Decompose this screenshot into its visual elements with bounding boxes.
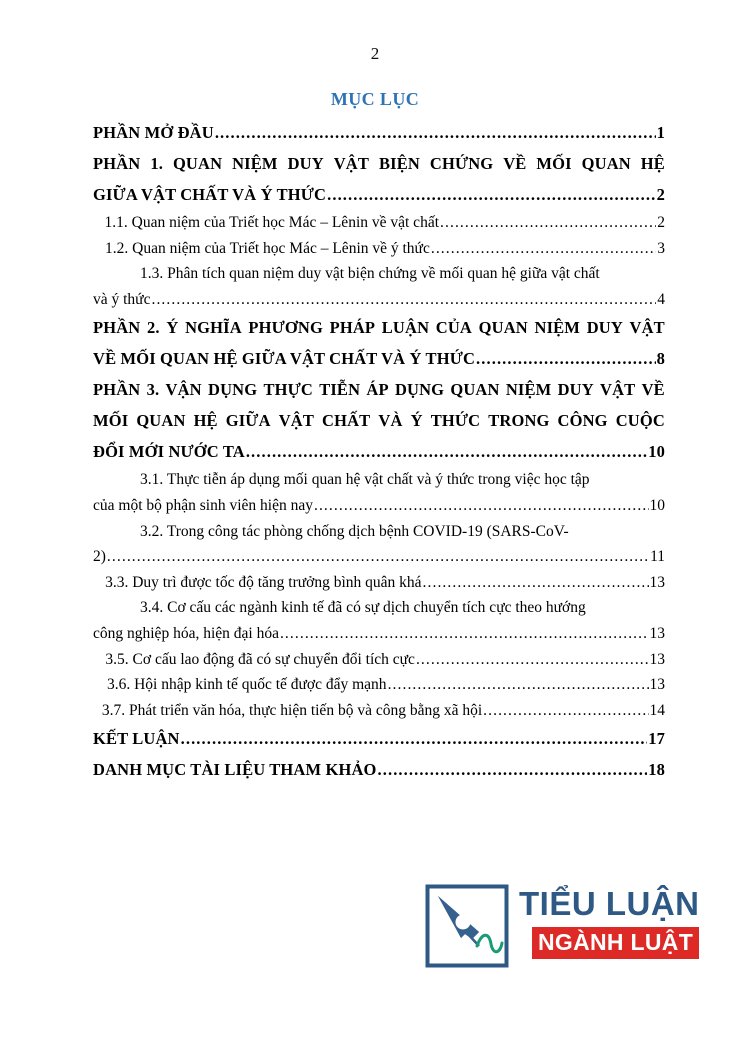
toc-entry-line (93, 723, 665, 754)
toc-entry-line (93, 210, 665, 236)
toc-entry[interactable] (93, 374, 665, 467)
toc-entry[interactable] (93, 210, 665, 236)
toc-page-number: 1 (656, 123, 665, 142)
toc-entry-label: 3.3. Duy trì được tốc độ tăng trưởng bình quân khá (105, 573, 422, 591)
toc-entry-label: 1.2. Quan niệm của Triết học Mác – Lênin về ý thức (105, 239, 430, 257)
justified-line: PHẦN 3. VẬN DỤNG THỰC TIỄN ÁP DỤNG QUAN NIỆM DUY VẬT VỀ (93, 380, 665, 400)
dot-leader (415, 647, 649, 673)
toc-entry-label: và ý thức (93, 290, 151, 308)
justified-line: PHẦN 1. QUAN NIỆM DUY VẬT BIỆN CHỨNG VỀ MỐI QUAN HỆ (93, 154, 665, 173)
toc-entry-label: 3.5. Cơ cấu lao động đã có sự chuyển đổi tích cực (105, 650, 415, 668)
toc-entry-label: 3.6. Hội nhập kinh tế quốc tế được đẩy mạnh (106, 676, 387, 694)
toc-entry[interactable] (93, 519, 665, 570)
dot-leader (482, 698, 648, 724)
toc-entry-line (93, 519, 665, 545)
toc-entry[interactable] (93, 117, 665, 148)
toc-entry[interactable] (93, 723, 665, 754)
toc-entry-line (93, 621, 665, 647)
toc-entry-line (93, 343, 665, 374)
page-number: 2 (370, 44, 380, 63)
toc-entry-label: ĐỔI MỚI NƯỚC TA (93, 442, 245, 462)
toc-page-number: 14 (649, 701, 665, 719)
logo-main-text: TIỂU LUẬN (519, 885, 700, 922)
dot-leader (422, 570, 649, 596)
toc-entry[interactable] (93, 467, 665, 518)
logo-wordmark (519, 885, 700, 959)
dot-leader (313, 493, 649, 519)
toc-entry[interactable] (93, 570, 665, 596)
dot-leader (439, 210, 656, 236)
toc-entry[interactable] (93, 236, 665, 262)
toc-entry-label: 2) (93, 548, 106, 566)
dot-leader (245, 436, 647, 467)
toc-entry-line (93, 405, 665, 436)
toc-page-number: 18 (648, 760, 665, 780)
toc-page-number: 13 (649, 650, 665, 668)
toc-page-number: 2 (657, 214, 665, 231)
toc-entry-label: DANH MỤC TÀI LIỆU THAM KHẢO (93, 760, 377, 780)
dot-leader (387, 672, 649, 698)
toc-page-number: 11 (650, 548, 665, 566)
toc-page-number: 13 (649, 624, 665, 642)
toc-entry-line (93, 493, 665, 519)
toc-entry-label: 3.7. Phát triển văn hóa, thực hiện tiến bộ và công bằng xã hội (101, 701, 483, 719)
toc-page-number: 4 (657, 290, 665, 308)
toc-entry-line (93, 261, 665, 287)
toc-entry-line (93, 179, 665, 210)
toc-entry-line (93, 436, 665, 467)
toc-entry-line (93, 672, 665, 698)
toc-entry-label: PHẦN MỞ ĐẦU (93, 123, 214, 142)
dot-leader (475, 343, 656, 374)
brand-logo (425, 884, 700, 980)
toc-page-number: 2 (656, 185, 665, 204)
toc-entry[interactable] (93, 698, 665, 724)
dot-leader (180, 723, 648, 754)
toc-entry-line (93, 374, 665, 405)
toc-page-number: 3 (657, 239, 665, 257)
toc-entry-label: 3.4. Cơ cấu các ngành kinh tế đã có sự dịch chuyển tích cực theo hướng (140, 599, 586, 617)
toc-page-number: 10 (648, 442, 665, 462)
dot-leader (214, 117, 656, 148)
toc-entry-line (93, 595, 665, 621)
toc-page-number: 10 (649, 496, 665, 514)
toc-entry-line (93, 647, 665, 673)
toc-page-number: 13 (649, 573, 665, 591)
toc-entry-line (93, 287, 665, 313)
toc-entry[interactable] (93, 312, 665, 374)
toc-entry-line (93, 544, 665, 570)
toc-heading: MỤC LỤC (330, 89, 420, 109)
toc-entry-line (93, 754, 665, 785)
toc-entry-label: 3.2. Trong công tác phòng chống dịch bệnh COVID-19 (SARS-CoV- (140, 522, 569, 540)
table-of-contents (93, 117, 665, 785)
toc-entry-line (93, 236, 665, 262)
toc-entry-label: 1.1. Quan niệm của Triết học Mác – Lênin về vật chất (104, 214, 440, 231)
toc-page-number: 8 (656, 349, 665, 369)
dot-leader (150, 287, 656, 313)
dot-leader (430, 236, 656, 262)
toc-entry[interactable] (93, 754, 665, 785)
toc-page-number: 17 (648, 729, 665, 749)
dot-leader (377, 754, 648, 785)
toc-entry[interactable] (93, 261, 665, 312)
justified-line: MỐI QUAN HỆ GIỮA VẬT CHẤT VÀ Ý THỨC TRONG CÔNG CUỘC (93, 411, 665, 431)
toc-entry-label: GIỮA VẬT CHẤT VÀ Ý THỨC (93, 185, 327, 204)
toc-entry-label: công nghiệp hóa, hiện đại hóa (93, 624, 279, 642)
justified-line: PHẦN 2. Ý NGHĨA PHƯƠNG PHÁP LUẬN CỦA QUAN NIỆM DUY VẬT (93, 318, 665, 338)
toc-entry-line (93, 467, 665, 493)
toc-entry[interactable] (93, 647, 665, 673)
toc-entry[interactable] (93, 148, 665, 210)
toc-entry[interactable] (93, 672, 665, 698)
toc-entry-label: 1.3. Phân tích quan niệm duy vật biện chứng về mối quan hệ giữa vật chất (140, 265, 600, 283)
dot-leader (106, 544, 649, 570)
toc-entry-line (93, 117, 665, 148)
toc-entry-line (93, 570, 665, 596)
toc-page-number: 13 (649, 676, 665, 694)
dot-leader (279, 621, 649, 647)
toc-entry-line (93, 312, 665, 343)
fountain-pen-nib-icon (425, 884, 509, 968)
toc-entry-label: của một bộ phận sinh viên hiện nay (93, 496, 313, 514)
toc-entry-label: VỀ MỐI QUAN HỆ GIỮA VẬT CHẤT VÀ Ý THỨC (93, 349, 476, 369)
toc-entry-line (93, 148, 665, 179)
toc-entry[interactable] (93, 595, 665, 646)
dot-leader (326, 179, 655, 210)
toc-entry-label: KẾT LUẬN (93, 729, 180, 749)
toc-entry-line (93, 698, 665, 724)
toc-entry-label: 3.1. Thực tiễn áp dụng mối quan hệ vật chất và ý thức trong việc học tập (140, 471, 590, 489)
logo-badge-text: NGÀNH LUẬT (532, 927, 699, 959)
